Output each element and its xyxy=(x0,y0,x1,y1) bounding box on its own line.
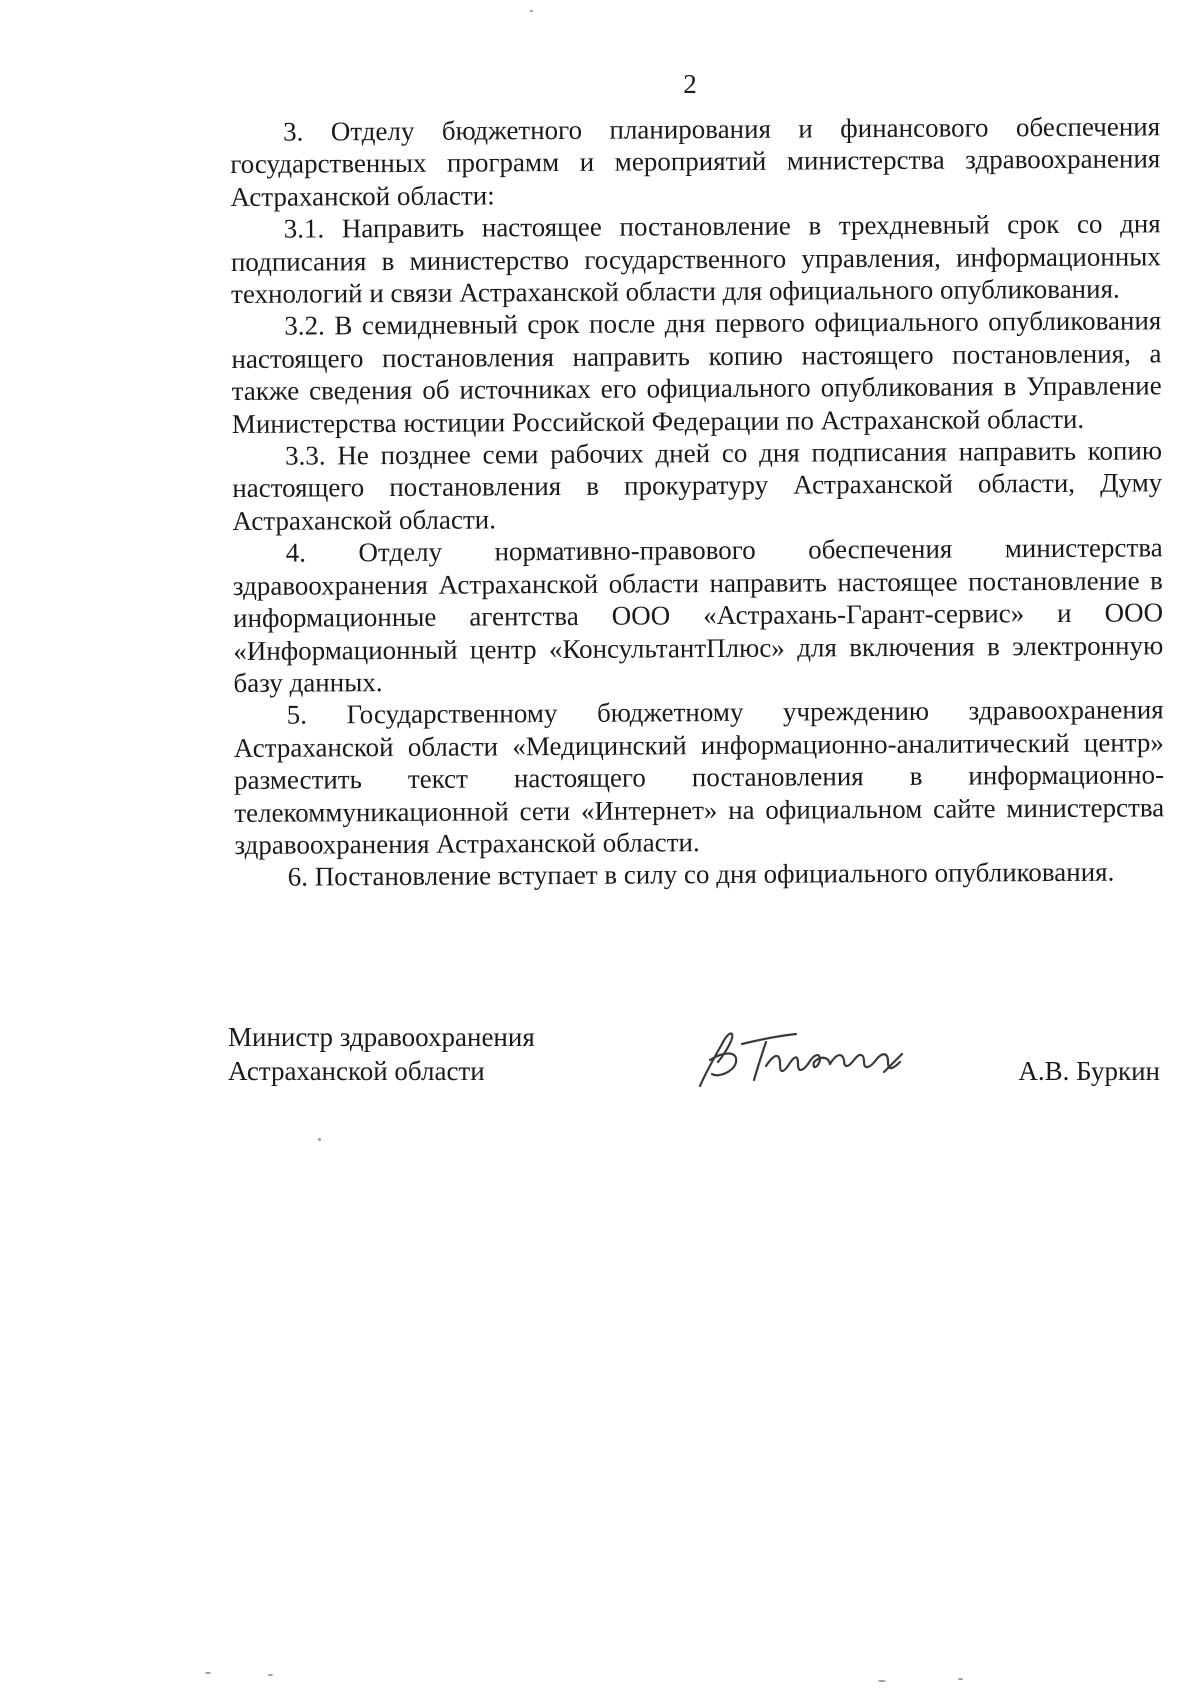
paragraph-6: 6. Постановление вступает в силу со дня официального опубликования. xyxy=(287,856,1115,893)
document-body xyxy=(230,110,1165,893)
scan-speck xyxy=(268,1674,273,1676)
scan-speck xyxy=(205,1672,211,1674)
scan-speck xyxy=(530,10,533,12)
signer-title-line-1: Министр здравоохранения xyxy=(228,1022,535,1052)
scan-speck xyxy=(958,1678,963,1680)
paragraph-3: 3. Отделу бюджетного планирования и финансового обеспечения государственных программ и мероприятий министерства здравоохранения Астраханской области: xyxy=(230,111,1161,212)
scan-speck xyxy=(318,1138,321,1141)
handwritten-signature xyxy=(688,1022,918,1092)
paragraph-4: 4. Отделу нормативно-правового обеспечения министерства здравоохранения Астраханской области направить настоящее постановление в информационные агентства ООО «Астрахань-Гарант-сервис» и ООО «Информационный центр «КонсультантПлюс» для включения в электронную базу данных. xyxy=(232,532,1164,698)
paragraph-3-2: 3.2. В семидневный срок после дня первого официального опубликования настоящего постановления направить копию настоящего постановления, а также сведения об источниках его официального опубликования в Управление Министерства юстиции Российской Федерации по Астраханской области. xyxy=(231,305,1162,439)
signer-name: А.В. Буркин xyxy=(1018,1056,1160,1086)
page-number: 2 xyxy=(683,69,697,99)
scan-speck xyxy=(878,1680,886,1682)
paragraph-5: 5. Государственному бюджетному учреждению здравоохранения Астраханской области «Медицинский информационно-аналитический центр» разместить текст настоящего постановления в информационно-телекоммуникационной сети «Интернет» на официальном сайте министерства здравоохранения Астраханской области. xyxy=(233,694,1165,860)
paragraph-3-1: 3.1. Направить настоящее постановление в трехдневный срок со дня подписания в министерство государственного управления, информационных технологий и связи Астраханской области для официального опубликования. xyxy=(230,208,1161,310)
signer-title-line-2: Астраханской области xyxy=(228,1056,485,1086)
signer-title xyxy=(228,1020,628,1088)
paragraph-3-3: 3.3. Не позднее семи рабочих дней со дня подписания направить копию настоящего постановления в прокуратуру Астраханской области, Думу Астраханской области. xyxy=(232,435,1163,536)
signature-block xyxy=(228,1020,1160,1100)
